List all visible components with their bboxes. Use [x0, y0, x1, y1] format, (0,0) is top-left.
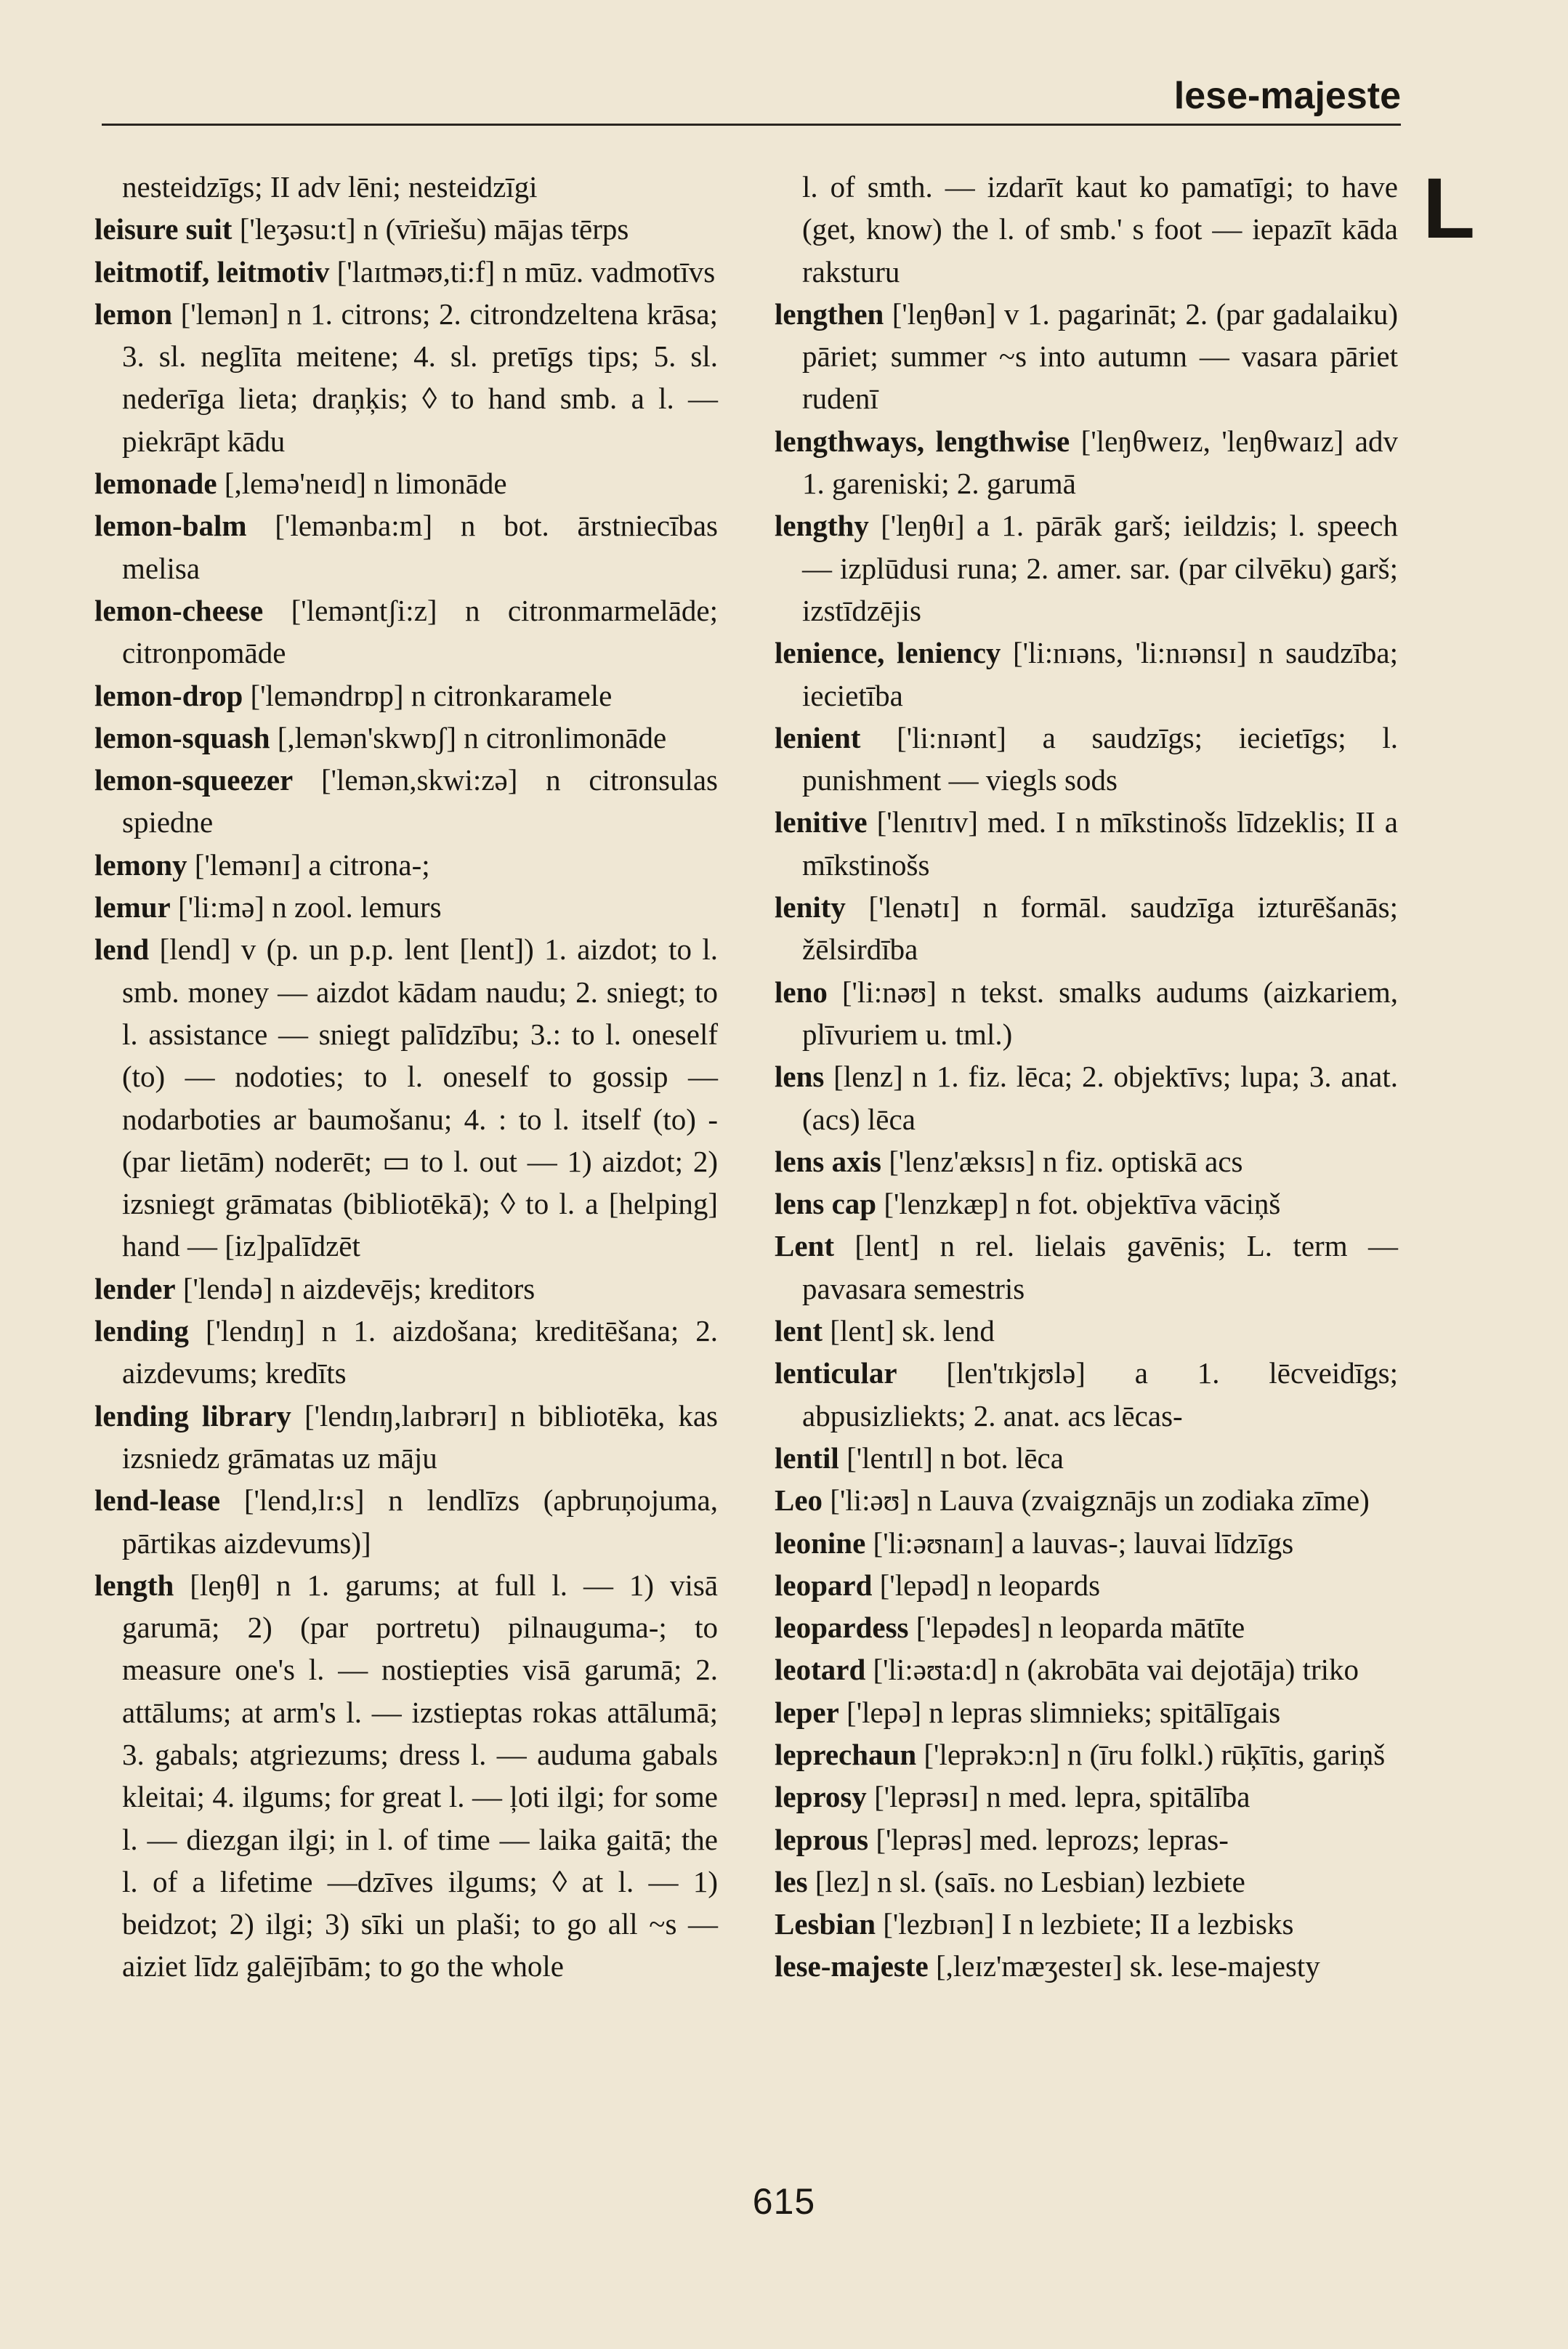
dictionary-entry: lemur ['li:mə] n zool. lemurs: [94, 890, 442, 924]
headword: leonine: [775, 1526, 866, 1560]
headword: les: [775, 1864, 808, 1898]
headword: leprosy: [775, 1780, 867, 1814]
dictionary-entry: leopard ['lepəd] n leopards: [775, 1568, 1101, 1602]
section-letter-tab: L: [1423, 161, 1476, 257]
headword: leopard: [775, 1568, 873, 1602]
dictionary-entry: lending library ['lendɪŋ,laɪbrərɪ] n bibliotēka, kas izsniedz grāmatas uz māju: [94, 1398, 718, 1475]
headword: lend: [94, 932, 150, 967]
dictionary-entry: leper ['lepə] n lepras slimnieks; spitālīgais: [775, 1695, 1281, 1729]
dictionary-entry: lens cap ['lenzkæp] n fot. objektīva vāciņš: [775, 1187, 1281, 1221]
headword: lenient: [775, 720, 861, 754]
page-number: 615: [752, 2181, 816, 2222]
dictionary-entry: lens axis ['lenz'æksɪs] n fiz. optiskā acs: [775, 1144, 1243, 1178]
headword: leprechaun: [775, 1737, 917, 1771]
headword: Lesbian: [775, 1907, 876, 1941]
headword: lenticular: [775, 1356, 897, 1390]
headword: lese-majeste: [775, 1949, 929, 1983]
dictionary-entry: lending ['lendɪŋ] n 1. aizdošana; kreditēšana; 2. aizdevums; kredīts: [94, 1314, 718, 1390]
dictionary-entry: length [leŋθ] n 1. garums; at full l. — 1) visā garumā; 2) (par portretu) pilnauguma-; to measure one's l. — nostiepties visā garumā; 2. attālums; at arm's l. — izstieptas rokas attālumā; 3. gabals; atgriezums; dress l. — auduma gabals kleitai; 4. ilgums; for great l. — ļoti ilgi; for some l. — diezgan ilgi; in l. of time — laika gaitā; the l. of a lifetime —dzīves ilgums; ◊ at l. — 1) beidzot; 2) ilgi; 3) sīki un plaši; to go all ~s — aiziet līdz galējībām; to go the whole: [94, 1568, 718, 1983]
dictionary-entry: lenity ['lenətɪ] n formāl. saudzīga izturēšanās; žēlsirdība: [775, 890, 1398, 967]
dictionary-entry: leisure suit ['leʒəsu:t] n (vīriešu) mājas tērps: [94, 212, 629, 246]
left-column: [94, 166, 718, 1988]
dictionary-entry: leprosy ['leprəsɪ] n med. lepra, spitālība: [775, 1780, 1250, 1814]
dictionary-entry: leprechaun ['leprəkɔ:n] n (īru folkl.) rūķītis, gariņš: [775, 1737, 1386, 1771]
right-column: [775, 166, 1398, 1988]
headword: leprous: [775, 1822, 869, 1856]
dictionary-entry: lengthy ['leŋθɪ] a 1. pārāk garš; ieildzis; l. speech — izplūdusi runa; 2. amer. sar. (par cilvēku) garš; izstīdzējis: [775, 509, 1398, 627]
headword: leotard: [775, 1653, 866, 1687]
dictionary-entry: nesteidzīgs; II adv lēni; nesteidzīgi: [122, 170, 538, 204]
headword: Lent: [775, 1229, 834, 1263]
dictionary-entry: leno ['li:nəʊ] n tekst. smalks audums (aizkariem, plīvuriem u. tml.): [775, 975, 1398, 1051]
dictionary-entry: leopardess ['lepədes] n leoparda mātīte: [775, 1611, 1245, 1645]
headword: lengthways, lengthwise: [775, 424, 1070, 458]
dictionary-entry: lemon ['lemən] n 1. citrons; 2. citrondzeltena krāsa; 3. sl. neglīta meitene; 4. sl. pretīgs tips; 5. sl. nederīga lieta; draņķis; ◊ to hand smb. a l. — piekrāpt kādu: [94, 297, 718, 458]
headword: lending library: [94, 1398, 291, 1433]
dictionary-entry: leprous ['leprəs] med. leprozs; lepras-: [775, 1822, 1229, 1856]
headword: lenitive: [775, 805, 868, 839]
dictionary-entry: lent [lent] sk. lend: [775, 1314, 995, 1348]
dictionary-entry: lemon-squeezer ['lemən,skwi:zə] n citronsulas spiedne: [94, 763, 718, 839]
running-head: lese-majeste: [1173, 75, 1401, 117]
dictionary-entry: lemon-cheese ['leməntʃi:z] n citronmarmelāde; citronpomāde: [94, 593, 718, 670]
page-header: [102, 73, 1401, 126]
headword: lemon-cheese: [94, 593, 264, 627]
headword: leitmotif, leitmotiv: [94, 254, 330, 289]
headword: lemur: [94, 890, 171, 924]
headword: lender: [94, 1271, 176, 1305]
headword: leopardess: [775, 1611, 909, 1645]
dictionary-entry: les [lez] n sl. (saīs. no Lesbian) lezbiete: [775, 1864, 1245, 1898]
dictionary-entry: Lent [lent] n rel. lielais gavēnis; L. term — pavasara semestris: [775, 1229, 1398, 1305]
headword: lenience, leniency: [775, 636, 1001, 670]
dictionary-entry: lentil ['lentɪl] n bot. lēca: [775, 1441, 1064, 1475]
dictionary-entry: lemon-balm ['lemənba:m] n bot. ārstniecības melisa: [94, 509, 718, 585]
headword: lengthen: [775, 297, 884, 331]
dictionary-entry: lender ['lendə] n aizdevējs; kreditors: [94, 1271, 536, 1305]
headword: lengthy: [775, 509, 869, 543]
headword: lending: [94, 1314, 189, 1348]
dictionary-entry: leitmotif, leitmotiv ['laɪtməʊ,ti:f] n mūz. vadmotīvs: [94, 254, 716, 289]
headword: lemon-squeezer: [94, 763, 294, 797]
headword: leper: [775, 1695, 839, 1729]
dictionary-entry: leonine ['li:əʊnaɪn] a lauvas-; lauvai līdzīgs: [775, 1526, 1294, 1560]
dictionary-entry: lend [lend] v (p. un p.p. lent [lent]) 1. aizdot; to l. smb. money — aizdot kādam naudu; 2. sniegt; to l. assistance — sniegt palīdzību; 3.: to l. oneself (to) — nodoties; to l. oneself to gossip — nodarboties ar baumošanu; 4. : to l. itself (to) - (par lietām) noderēt; ▭ to l. out — 1) aizdot; 2) izsniegt grāmatas (bibliotēkā); ◊ to l. a [helping] hand — [iz]palīdzēt: [94, 932, 718, 1263]
dictionary-entry: lenitive ['lenɪtɪv] med. I n mīkstinošs līdzeklis; II a mīkstinošs: [775, 805, 1398, 882]
dictionary-entry: lengthen ['leŋθən] v 1. pagarināt; 2. (par gadalaiku) pāriet; summer ~s into autumn — vasara pāriet rudenī: [775, 297, 1398, 416]
dictionary-entry: lenient ['li:nɪənt] a saudzīgs; iecietīgs; l. punishment — viegls sods: [775, 720, 1398, 797]
headword: Leo: [775, 1483, 823, 1518]
headword: lenity: [775, 890, 846, 924]
dictionary-entry: lese-majeste [,leɪz'mæʒesteɪ] sk. lese-majesty: [775, 1949, 1320, 1983]
dictionary-entry: l. of smth. — izdarīt kaut ko pamatīgi; to have (get, know) the l. of smb.' s foot — iepazīt kāda raksturu: [802, 170, 1398, 289]
headword: lens axis: [775, 1144, 881, 1178]
headword: lens: [775, 1060, 825, 1094]
headword: leno: [775, 975, 828, 1009]
headword: lent: [775, 1314, 823, 1348]
headword: lens cap: [775, 1187, 877, 1221]
headword: length: [94, 1568, 174, 1602]
headword: lemon-drop: [94, 678, 243, 712]
headword: lemony: [94, 847, 187, 882]
headword: lemon-squash: [94, 720, 270, 754]
dictionary-entry: lengthways, lengthwise ['leŋθweɪz, 'leŋθwaɪz] adv 1. gareniski; 2. garumā: [775, 424, 1398, 501]
dictionary-entry: leotard ['li:əʊta:d] n (akrobāta vai dejotāja) triko: [775, 1653, 1359, 1687]
headword: lemonade: [94, 467, 217, 501]
headword: leisure suit: [94, 212, 233, 246]
headword: lend-lease: [94, 1483, 221, 1518]
dictionary-entry: lemon-squash [,lemən'skwɒʃ] n citronlimonāde: [94, 720, 667, 754]
dictionary-entry: lens [lenz] n 1. fiz. lēca; 2. objektīvs; lupa; 3. anat. (acs) lēca: [775, 1060, 1398, 1136]
dictionary-entry: lemon-drop ['leməndrɒp] n citronkaramele: [94, 678, 613, 712]
headword: lentil: [775, 1441, 839, 1475]
headword: lemon-balm: [94, 509, 247, 543]
dictionary-entry: Leo ['li:əʊ] n Lauva (zvaigznājs un zodiaka zīme): [775, 1483, 1370, 1518]
dictionary-entry: Lesbian ['lezbɪən] I n lezbiete; II a lezbisks: [775, 1907, 1294, 1941]
dictionary-entry: lemonade [,lemə'neɪd] n limonāde: [94, 467, 507, 501]
dictionary-entry: lenience, leniency ['li:nɪəns, 'li:nɪənsɪ] n saudzība; iecietība: [775, 636, 1398, 712]
dictionary-entry: lend-lease ['lend,lɪ:s] n lendlīzs (apbruņojuma, pārtikas aizdevums)]: [94, 1483, 718, 1560]
dictionary-entry: lenticular [len'tɪkjʊlə] a 1. lēcveidīgs; abpusizliekts; 2. anat. acs lēcas-: [775, 1356, 1398, 1433]
headword: lemon: [94, 297, 173, 331]
dictionary-entry: lemony ['lemənɪ] a citrona-;: [94, 847, 430, 882]
